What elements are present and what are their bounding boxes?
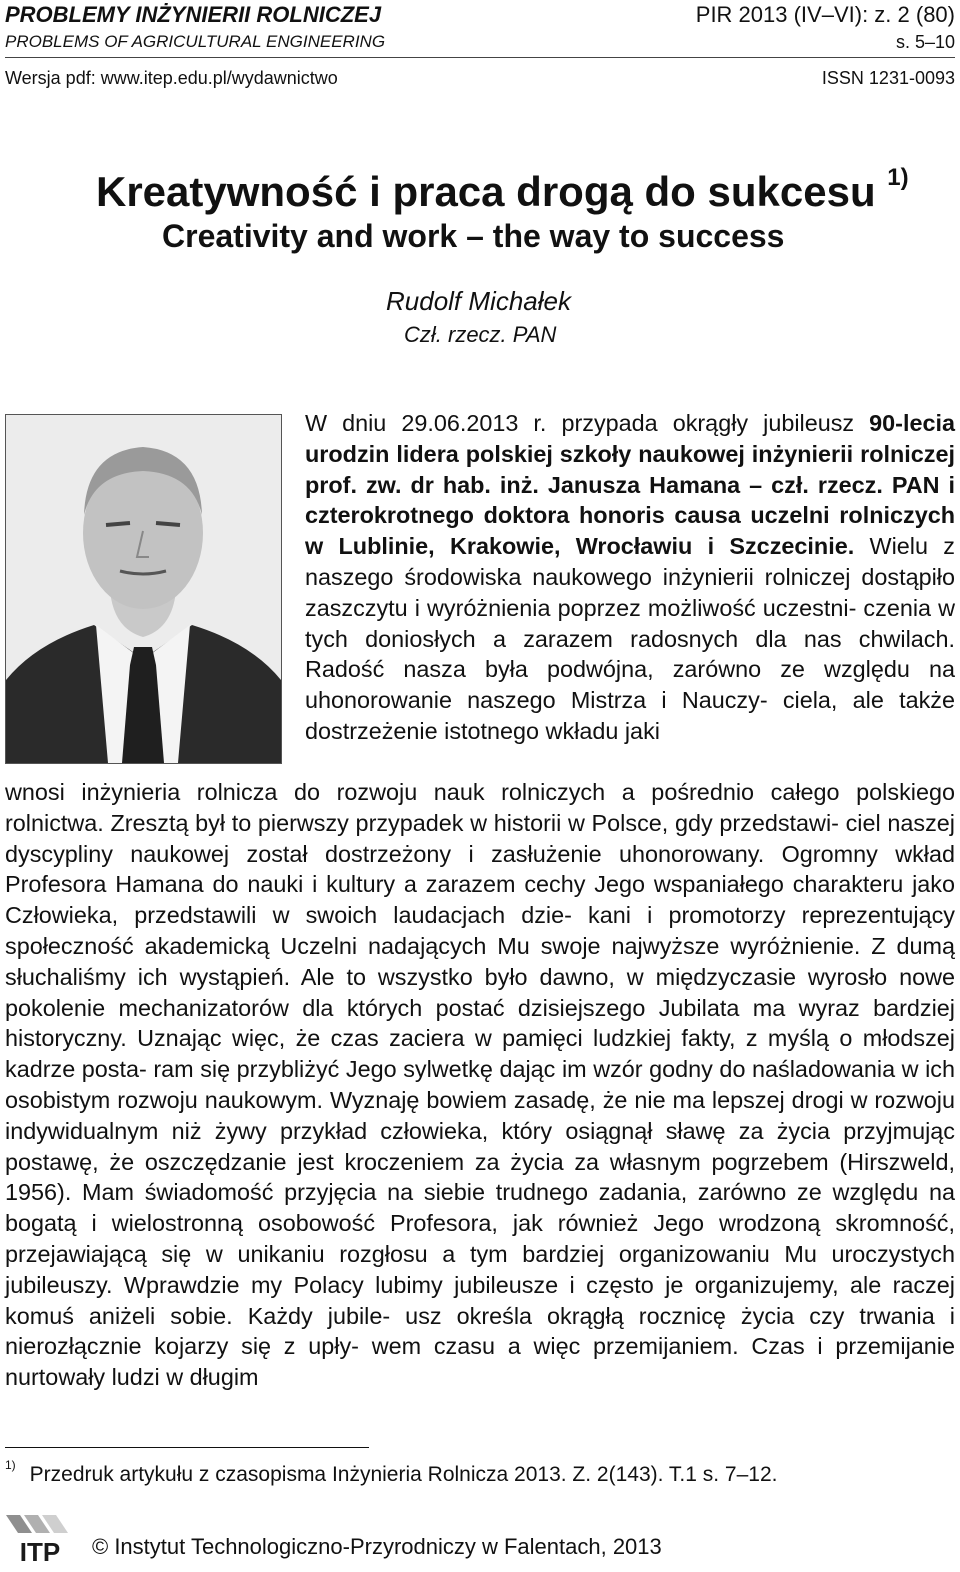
header-divider xyxy=(5,57,955,58)
footnote-text: Przedruk artykułu z czasopisma Inżynieria Rolnicza 2013. Z. 2(143). T.1 s. 7–12. xyxy=(29,1463,778,1486)
author-name: Rudolf Michałek xyxy=(386,286,571,316)
footnote-divider xyxy=(5,1447,369,1448)
copyright: © Instytut Technologiczno-Przyrodniczy w Falentach, 2013 xyxy=(92,1534,662,1559)
intro-bold: 90-lecia urodzin lidera polskiej szkoły naukowej inżynierii rolniczej prof. zw. dr hab. inż. Janusza Hamana – czł. rzecz. PAN i czterokrotnego doktora honoris causa uczelni rolniczych w Lublinie, Krakowie, Wrocławiu i Szczecinie. xyxy=(305,410,955,560)
journal-header-row xyxy=(5,2,955,28)
issue-info: PIR 2013 (IV–VI): z. 2 (80) xyxy=(695,2,955,27)
journal-title-en: PROBLEMS OF AGRICULTURAL ENGINEERING xyxy=(5,32,386,51)
publication-info-row xyxy=(5,68,955,89)
footnote-marker: 1) xyxy=(5,1458,16,1472)
article-title xyxy=(96,164,909,216)
itp-logo xyxy=(2,1511,80,1565)
author-affiliation: Czł. rzecz. PAN xyxy=(404,322,557,347)
intro-paragraph xyxy=(305,408,955,747)
journal-subheader-row xyxy=(5,32,955,53)
portrait-photo xyxy=(5,414,282,764)
article-title-text: Kreatywność i praca drogą do sukcesu xyxy=(96,168,876,215)
issn: ISSN 1231-0093 xyxy=(821,68,955,88)
journal-title-pl: PROBLEMY INŻYNIERII ROLNICZEJ xyxy=(5,2,382,27)
intro-rest: Wielu z naszego środowiska naukowego inżynierii rolniczej dostąpiło zaszczytu i wyróżnienia poprzez możliwość uczestni- czenia w tych doniosłych a zarazem radosnych dla nas chwilach. Radość nasza była podwójna, zarówno ze względu na uhonorowanie naszego Mistrza i Nauczy- ciela, ale także dostrzeżenie istotnego wkładu jaki xyxy=(305,533,955,744)
footnote xyxy=(5,1458,778,1487)
page-range: s. 5–10 xyxy=(895,32,955,52)
itp-logo-mark xyxy=(2,1511,80,1565)
pdf-version-link[interactable]: Wersja pdf: www.itep.edu.pl/wydawnictwo xyxy=(5,68,338,88)
itp-logo-text: ITP xyxy=(19,1537,61,1565)
article-subtitle: Creativity and work – the way to success xyxy=(162,218,785,254)
portrait-illustration xyxy=(6,415,281,763)
footnote-ref: 1) xyxy=(887,164,909,191)
intro-lead: W dniu 29.06.2013 r. przypada okrągły jubileusz xyxy=(305,410,870,436)
main-text: wnosi inżynieria rolnicza do rozwoju nauk rolniczych a pośrednio całego polskiego rolnictwa. Zresztą był to pierwszy przypadek w historii w Polsce, gdy przedstawi- ciel naszej dyscypliny naukowej został dostrzeżony i zasłużenie uhonorowany. Ogromny wkład Profesora Hamana do nauki i kultury a zarazem cechy Jego wspaniałego charakteru jako Człowieka, przedstawili w swoich laudacjach dzie- kani i promotorzy reprezentujący społeczność akademicką Uczelni nadających Mu swoje najwyższe wyróżnienie. Z dumą słuchaliśmy ich wystąpień. Ale to wszystko było dawno, w międzyczasie wyrosło nowe pokolenie mechanizatorów dla których postać dzisiejszego Jubilata ma wyraz bardziej historyczny. Uznając więc, że czas zaciera w pamięci ludzkiej fakty, z myślą o młodszej kadrze posta- ram się przybliżyć Jego sylwetkę dając im wzór godny do naśladowania w ich osobistym rozwoju naukowym. Wyznaję bowiem zasadę, że nie ma lepszej drogi w rozwoju indywidualnym niż żywy przykład człowieka, który osiągnął sławę za życia przyjmując postawę, że oszczędzanie jest kroczeniem za życia za własnym pogrzebem (Hirszweld, 1956). Mam świadomość przyjęcia na siebie trudnego zadania, zarówno ze względu na bogatą i wielostronną osobowość Profesora, jak również Jego wrodzoną skromność, przejawiającą się w unikaniu rozgłosu a tym bardziej organizowaniu Mu uroczystych jubileuszy. Wprawdzie my Polacy lubimy jubileusze i często je organizujemy, ale raczej komuś aniżeli sobie. Każdy jubile- usz określa okrągłą rocznicę życia czy trwania i nierozłącznie kojarzy się z upły- wem czasu a więc przemijaniem. Czas i przemijanie nurtowały ludzi w długim xyxy=(5,779,955,1391)
